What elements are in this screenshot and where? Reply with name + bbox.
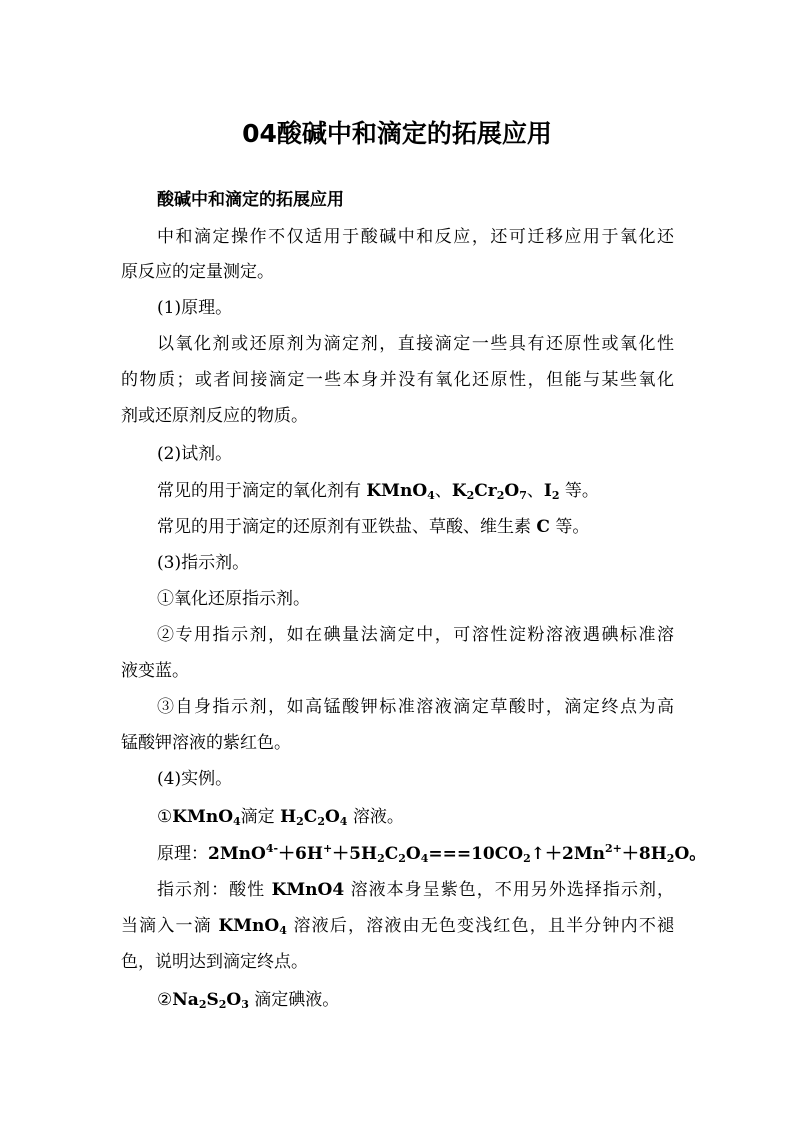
kmno4-formula: KMnO$_4$ xyxy=(172,807,241,828)
k2cr2o7-formula: $K_2Cr_2O_7$ xyxy=(451,481,527,502)
oxidants-text: 常见的用于滴定的氧化剂有 xyxy=(157,481,367,501)
indicator-item-2-line-1: ②专用指示剂，如在碘量法滴定中，可溶性淀粉溶液遇碘标准溶 xyxy=(157,625,674,645)
example-indicator-line-2: 当滴入一滴 KMnO$_4$ 溶液后，溶液由无色变浅红色，且半分钟内不褪 xyxy=(121,916,675,937)
section-heading: 酸碱中和滴定的拓展应用 xyxy=(157,190,344,210)
reaction-equation: $2MnO^{4-}+6H^++5H_2C_2O_4===10CO_2↑+2Mn^{2+}+8H_2O$。 xyxy=(208,842,707,865)
principle-line-1: 以氧化剂或还原剂为滴定剂，直接滴定一些具有还原性或氧化性 xyxy=(157,334,674,354)
example-1-line: ①KMnO$_4$滴定 $H_2C_2O_4$ 溶液。 xyxy=(157,807,404,828)
document-title: 04酸碱中和滴定的拓展应用 xyxy=(242,119,552,148)
principle-line-2: 的物质；或者间接滴定一些本身并没有氧化还原性，但能与某些氧化 xyxy=(121,370,674,390)
example-indicator-line-1: 指示剂：酸性 KMnO4 溶液本身呈紫色，不用另外选择指示剂， xyxy=(157,880,675,900)
reagent-reductants-line: 常见的用于滴定的还原剂有亚铁盐、草酸、维生素 C 等。 xyxy=(157,517,590,537)
reagent-label: (2)试剂。 xyxy=(157,444,233,464)
reagent-oxidants-line: 常见的用于滴定的氧化剂有 KMnO$_4$、$K_2Cr_2O_7$、$I_2$ 等。 xyxy=(157,481,599,502)
h2c2o4-formula: $H_2C_2O_4$ xyxy=(280,807,348,828)
na2s2o3-formula: $Na_2S_2O_3$ xyxy=(172,990,249,1011)
indicator-item-3-line-1: ③自身指示剂，如高锰酸钾标准溶液滴定草酸时，滴定终点为高 xyxy=(157,697,674,717)
intro-line-2: 原反应的定量测定。 xyxy=(121,262,274,282)
intro-line-1: 中和滴定操作不仅适用于酸碱中和反应，还可迁移应用于氧化还 xyxy=(157,227,674,247)
kmno4-formula: KMnO$_4$ xyxy=(366,481,435,502)
vitamin-c-letter: C xyxy=(536,517,550,537)
reaction-equation-line: 原理：$2MnO^{4-}+6H^++5H_2C_2O_4===10CO_2↑+2Mn^{2+}+8H_2O$。 xyxy=(157,842,707,865)
principle-label: (1)原理。 xyxy=(157,298,233,318)
indicator-item-2-line-2: 液变蓝。 xyxy=(121,661,189,681)
principle-line-3: 剂或还原剂反应的物质。 xyxy=(121,406,308,426)
example-label: (4)实例。 xyxy=(157,769,233,789)
indicator-item-3-line-2: 锰酸钾溶液的紫红色。 xyxy=(121,733,291,753)
i2-formula: $I_2$ xyxy=(543,481,560,502)
indicator-label: (3)指示剂。 xyxy=(157,553,250,573)
example-indicator-line-3: 色，说明达到滴定终点。 xyxy=(121,952,308,972)
example-2-line: $②Na_2S_2O_3$ 滴定碘液。 xyxy=(157,990,340,1011)
indicator-item-1: ①氧化还原指示剂。 xyxy=(157,589,310,609)
